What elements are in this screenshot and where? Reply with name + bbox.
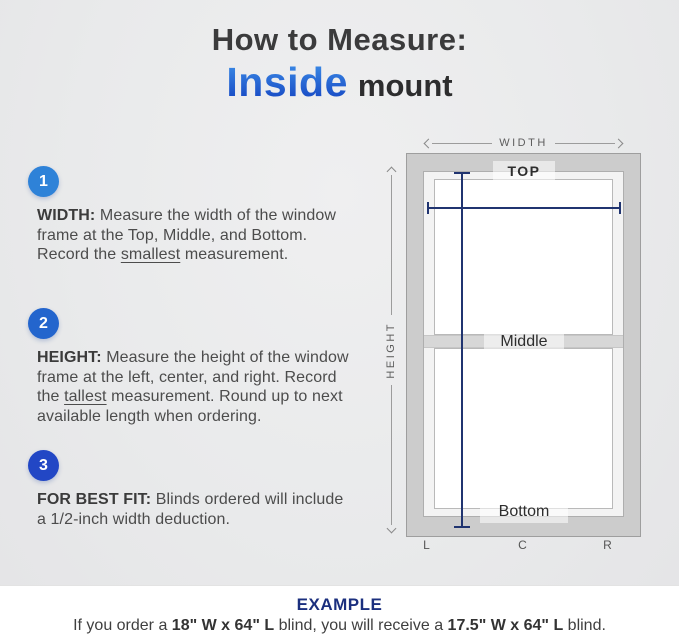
page-title-line1: How to Measure: bbox=[211, 22, 468, 57]
title-accent-inside: Inside bbox=[226, 59, 348, 105]
step-2 bbox=[28, 308, 358, 426]
step-2-text bbox=[37, 348, 351, 426]
position-label-bottom: Bottom bbox=[480, 501, 568, 523]
step-2-label: HEIGHT: bbox=[37, 349, 102, 366]
width-double-arrow bbox=[425, 137, 622, 149]
step-1-number-badge: 1 bbox=[28, 166, 59, 197]
step-3-label: FOR BEST FIT: bbox=[37, 491, 152, 508]
step-3-number-badge: 3 bbox=[28, 450, 59, 481]
step-2-text-after: measurement. Round up to next available length when ordering. bbox=[37, 388, 343, 425]
measure-tick-top bbox=[454, 172, 470, 174]
example-suffix: blind. bbox=[563, 617, 606, 634]
height-arrow-line-bottom bbox=[391, 385, 392, 525]
example-middle: blind, you will receive a bbox=[274, 617, 448, 634]
width-measure-line bbox=[427, 207, 621, 209]
page-header bbox=[0, 22, 679, 106]
height-double-arrow bbox=[383, 168, 399, 532]
step-1-underlined-word: smallest bbox=[120, 246, 181, 263]
arrow-right-icon bbox=[614, 138, 624, 148]
marker-center: C bbox=[518, 538, 528, 552]
example-sentence bbox=[0, 617, 679, 635]
height-arrow-line-top bbox=[391, 175, 392, 315]
measure-tick-bottom bbox=[454, 526, 470, 528]
window-measure-diagram bbox=[380, 130, 675, 580]
marker-left: L bbox=[423, 538, 431, 552]
step-2-number-badge: 2 bbox=[28, 308, 59, 339]
example-prefix: If you order a bbox=[73, 617, 172, 634]
step-3-text-before: Blinds ordered will include a 1/2-inch width deduction. bbox=[37, 491, 344, 528]
step-1 bbox=[28, 166, 358, 265]
measure-tick-right bbox=[619, 202, 621, 214]
height-measure-line bbox=[461, 172, 463, 528]
arrow-down-icon bbox=[386, 524, 396, 534]
page-title-line2 bbox=[0, 59, 679, 106]
position-label-middle: Middle bbox=[484, 331, 564, 353]
step-1-text-after: measurement. bbox=[180, 246, 289, 263]
arrow-up-icon bbox=[386, 167, 396, 177]
step-3-text bbox=[37, 490, 351, 529]
step-1-text bbox=[37, 206, 351, 265]
example-footer bbox=[0, 585, 679, 642]
width-arrow-line-left bbox=[432, 143, 492, 144]
step-3 bbox=[28, 450, 358, 529]
position-label-top: TOP bbox=[493, 161, 555, 181]
example-ordered-size: 18" W x 64" L bbox=[171, 617, 275, 634]
step-1-text-before: Measure the width of the window frame at the Top, Middle, and Bottom. Record the bbox=[37, 207, 337, 263]
marker-right: R bbox=[603, 538, 613, 552]
measure-tick-left bbox=[427, 202, 429, 214]
arrow-left-icon bbox=[424, 138, 434, 148]
height-dimension-label: HEIGHT bbox=[385, 321, 397, 379]
example-received-size: 17.5" W x 64" L bbox=[447, 617, 564, 634]
step-1-label: WIDTH: bbox=[37, 207, 96, 224]
step-2-underlined-word: tallest bbox=[64, 388, 107, 405]
width-arrow-line-right bbox=[555, 143, 615, 144]
example-heading: EXAMPLE bbox=[296, 595, 383, 614]
width-dimension-label: WIDTH bbox=[499, 137, 548, 149]
step-2-text-before: Measure the height of the window frame at the left, center, and right. Record the bbox=[37, 349, 349, 405]
title-rest-mount: mount bbox=[357, 68, 453, 103]
